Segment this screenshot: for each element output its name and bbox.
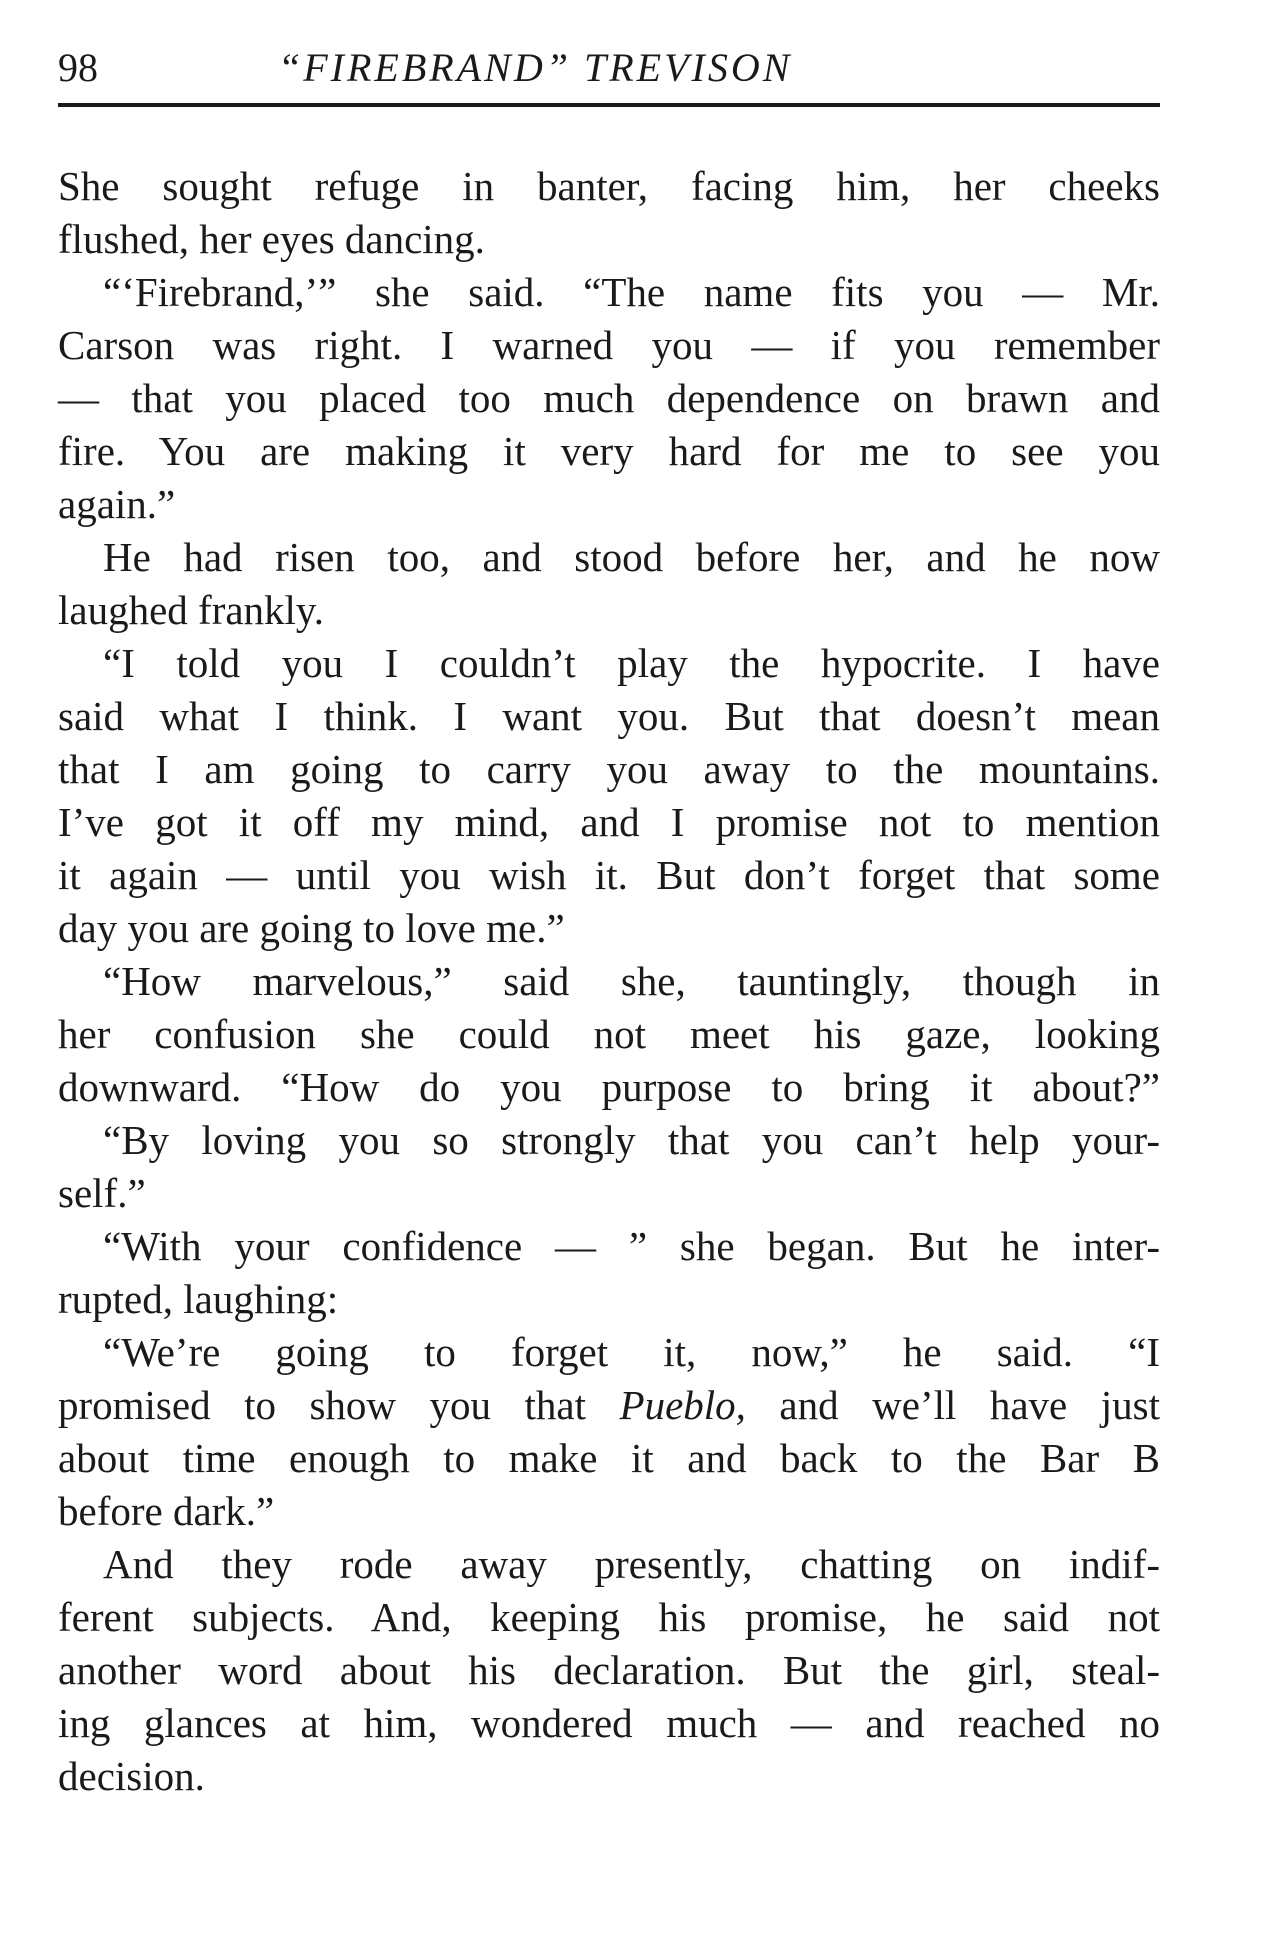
- page-number: 98: [58, 45, 98, 90]
- text-line: her confusion she could not meet his gaze, looking: [58, 1011, 1160, 1057]
- body-text: [58, 160, 1160, 1803]
- text-line: ferent subjects. And, keeping his promise, he said not: [58, 1594, 1160, 1640]
- text-line: day you are going to love me.”: [58, 905, 565, 951]
- text-line: “‘Firebrand,’” she said. “The name fits you — Mr.: [103, 269, 1160, 315]
- text-line: “By loving you so strongly that you can’t help your-: [103, 1117, 1160, 1163]
- text-line: “I told you I couldn’t play the hypocrite. I have: [103, 640, 1160, 686]
- text-line: about time enough to make it and back to the Bar B: [58, 1435, 1160, 1481]
- running-head: [58, 38, 1158, 98]
- text-line: downward. “How do you purpose to bring it about?”: [58, 1064, 1160, 1110]
- text-line: before dark.”: [58, 1488, 275, 1534]
- text-line: promised to show you that Pueblo, and we’ll have just: [58, 1382, 1160, 1428]
- text-line: laughed frankly.: [58, 587, 325, 633]
- text-line: decision.: [58, 1753, 205, 1799]
- text-line: it again — until you wish it. But don’t forget that some: [58, 852, 1160, 898]
- text-line: flushed, her eyes dancing.: [58, 216, 485, 262]
- text-line: rupted, laughing:: [58, 1276, 339, 1322]
- header-rule: [58, 103, 1160, 107]
- text-line: another word about his declaration. But the girl, steal-: [58, 1647, 1160, 1693]
- text-line: that I am going to carry you away to the mountains.: [58, 746, 1160, 792]
- text-line: Carson was right. I warned you — if you remember: [58, 322, 1160, 368]
- running-title: “FIREBRAND” TREVISON: [278, 45, 793, 90]
- italic-word: Pueblo,: [619, 1382, 746, 1428]
- text-line: again.”: [58, 481, 176, 527]
- text-line: said what I think. I want you. But that doesn’t mean: [58, 693, 1160, 739]
- text-line: ing glances at him, wondered much — and reached no: [58, 1700, 1160, 1746]
- text-line: I’ve got it off my mind, and I promise not to mention: [58, 799, 1160, 845]
- text-line: “We’re going to forget it, now,” he said. “I: [103, 1329, 1160, 1375]
- text-line: And they rode away presently, chatting on indif-: [103, 1541, 1160, 1587]
- text-line: fire. You are making it very hard for me to see you: [58, 428, 1160, 474]
- text-line: self.”: [58, 1170, 146, 1216]
- text-line: — that you placed too much dependence on brawn and: [58, 375, 1160, 421]
- text-line: “With your confidence — ” she began. But he inter-: [103, 1223, 1160, 1269]
- text-line: He had risen too, and stood before her, and he now: [103, 534, 1160, 580]
- text-line: She sought refuge in banter, facing him, her cheeks: [58, 163, 1160, 209]
- text-line: “How marvelous,” said she, tauntingly, though in: [103, 958, 1160, 1004]
